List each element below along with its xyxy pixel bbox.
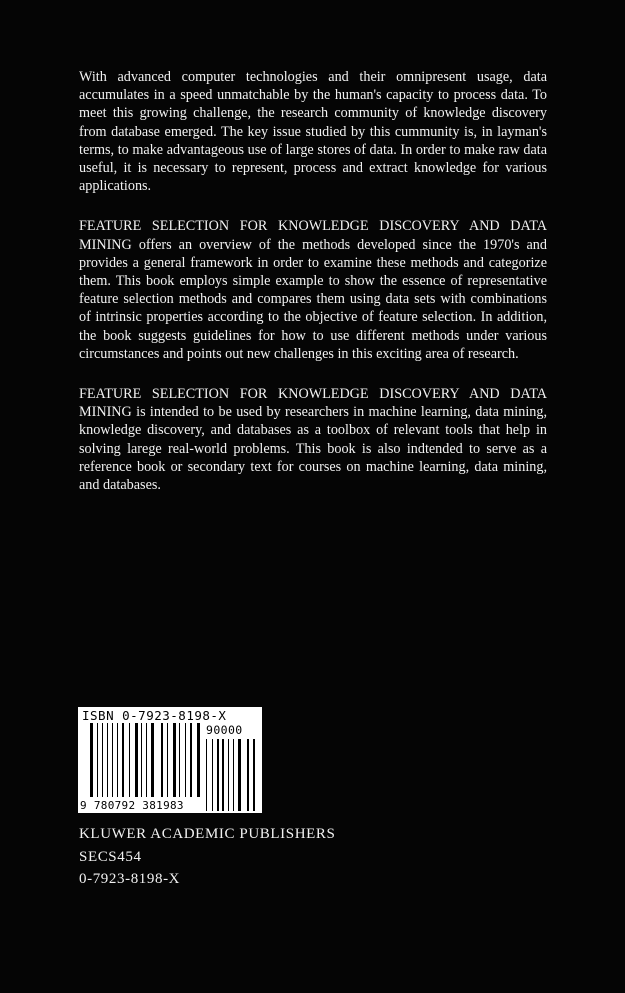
barcode-bar — [206, 739, 207, 811]
barcode-bar — [146, 723, 147, 797]
barcode-bar — [161, 723, 163, 797]
isbn-barcode — [78, 707, 262, 813]
publisher-imprint — [79, 823, 335, 891]
barcode-bar — [253, 739, 255, 811]
isbn-label: ISBN 0-7923-8198-X — [82, 708, 227, 723]
price-code: 90000 — [206, 723, 243, 737]
barcode-bar — [179, 723, 180, 797]
barcode-bar — [151, 723, 154, 797]
barcode-bar — [97, 723, 98, 797]
imprint-isbn: 0-7923-8198-X — [79, 871, 181, 887]
publisher-name: KLUWER ACADEMIC PUBLISHERS — [79, 826, 336, 842]
barcode-bar — [173, 723, 176, 797]
barcode-bar — [222, 739, 224, 811]
barcode-bar — [185, 723, 186, 797]
series-code: SECS454 — [79, 848, 142, 865]
barcode-bar — [247, 739, 249, 811]
cover-blurb — [79, 68, 547, 516]
barcode-bar — [190, 723, 192, 797]
barcode-bar — [112, 723, 113, 797]
barcode-bar — [167, 723, 168, 797]
barcode-bar — [228, 739, 229, 811]
barcode-bar — [135, 723, 138, 797]
barcode-bar — [212, 739, 213, 811]
barcode-bar — [102, 723, 103, 797]
blurb-paragraph-2: FEATURE SELECTION FOR KNOWLEDGE DISCOVERY AND DATA MINING offers an overview of the methods developed since the 1970's and provides a general framework in order to examine these methods and categorize them. This book employs simple example to show the essence of representative feature selection methods and compares them using data sets with combinations of intrinsic properties according to the objective of feature selection. In addition, the book suggests guidelines for how to use different methods under various circumstances and points out new challenges in this exciting area of research. — [79, 218, 547, 362]
ean-digits: 9 780792 381983 — [80, 799, 184, 812]
barcode-bar — [197, 723, 200, 797]
barcode-bar — [233, 739, 234, 811]
addon-bars — [206, 739, 255, 811]
barcode-bar — [217, 739, 219, 811]
blurb-paragraph-1: With advanced computer technologies and their omnipresent usage, data accumulates in a speed unmatchable by the human's capacity to process data. To meet this growing challenge, the research community of knowledge discovery from database emerged. The key issue studied by this cummunity is, in layman's terms, to make advantageous use of large stores of data. In order to make raw data useful, it is necessary to represent, process and extract knowledge for various applications. — [79, 69, 547, 195]
barcode-bar — [122, 723, 124, 797]
barcode-bar — [141, 723, 142, 797]
blurb-paragraph-3: FEATURE SELECTION FOR KNOWLEDGE DISCOVERY AND DATA MINING is intended to be used by researchers in machine learning, data mining, knowledge discovery, and databases as a toolbox of relevant tools that help in solving larege real-world problems. This book is also indtended to serve as a reference book or secondary text for courses on machine learning, data mining, and databases. — [79, 386, 547, 494]
barcode-bar — [129, 723, 130, 797]
barcode-bar — [117, 723, 118, 797]
ean-bars — [90, 723, 200, 797]
barcode-bar — [107, 723, 108, 797]
barcode-bar — [238, 739, 241, 811]
barcode-bar — [90, 723, 93, 797]
